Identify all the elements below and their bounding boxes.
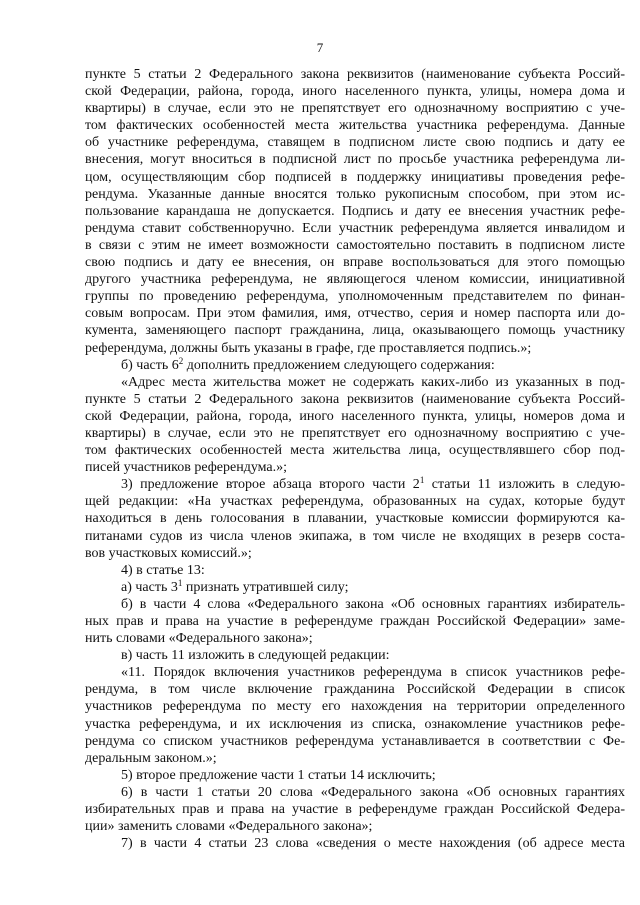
text-line-content: вов участковых комиссий.»; <box>85 545 252 561</box>
text-line <box>85 408 625 425</box>
text-line-content: «Адрес места жительства может не содержать каких-либо из указанных в под- <box>121 374 625 390</box>
text-line-content: писей участников референдума.»; <box>85 460 288 476</box>
text-line-content: б) в части 4 слова «Федерального закона «Об основных гарантиях избиратель- <box>121 596 625 612</box>
text-line <box>85 203 625 220</box>
text-line <box>85 459 625 476</box>
text-line-content: том фактических особенностей места жительства лица, осуществлявшего сбор под- <box>85 443 625 459</box>
text-line-content: дополнить предложением следующего содержания: <box>183 357 495 373</box>
text-line <box>85 169 625 186</box>
text-line <box>85 374 625 391</box>
text-line-content: другого участника референдума, не являющегося членом комиссии, инициативной <box>85 272 625 288</box>
text-line <box>85 271 625 288</box>
text-line <box>85 254 625 271</box>
text-line-content: находиться в день голосования в плавании, участковые комиссии формируются ка- <box>85 511 625 527</box>
text-line-content: референдума, должны быть указаны в графе, где проставляется подпись.»; <box>85 340 532 356</box>
text-line <box>85 83 625 100</box>
text-line <box>85 322 625 339</box>
text-line <box>85 818 625 835</box>
text-line <box>85 562 625 579</box>
text-line <box>85 801 625 818</box>
text-line-content: рендума, в том числе включение гражданина Российской Федерации в список <box>85 682 625 698</box>
text-line <box>85 305 625 322</box>
text-line-content: группы по проведению референдума, уполномоченным представителем по финан- <box>85 289 625 305</box>
text-line-content: а) часть 3 <box>121 579 178 595</box>
text-line-content: цом, осуществляющим сбор подписей в поддержку инициативы проведения рефе- <box>85 169 625 185</box>
text-line <box>85 750 625 767</box>
text-line-content: 4) в статье 13: <box>121 562 205 578</box>
text-line <box>85 340 625 357</box>
text-line <box>85 613 625 630</box>
text-line-content: ных прав и права на участие в референдуме граждан Российской Федерации» заме- <box>85 614 625 629</box>
text-line <box>85 681 625 698</box>
text-line <box>85 100 625 117</box>
text-line-content: в связи с этим не имеет возможности самостоятельно поставить в подписном листе <box>85 237 625 253</box>
text-line <box>85 716 625 733</box>
text-line <box>85 596 625 613</box>
document-body <box>85 66 625 852</box>
text-line <box>85 357 625 374</box>
text-line-content: пункте 5 статьи 2 Федерального закона реквизитов (наименование субъекта Россий- <box>85 391 625 407</box>
text-line <box>85 220 625 237</box>
text-line <box>85 835 625 852</box>
text-line-content: деральным законом.»; <box>85 750 217 766</box>
text-line <box>85 784 625 801</box>
text-line-content: участка референдума, и их исключения из списка, ознакомление участников рефе- <box>85 716 625 732</box>
text-line <box>85 186 625 203</box>
text-line-content: 5) второе предложение части 1 статьи 14 исключить; <box>121 767 436 783</box>
text-line-content: 7) в части 4 статьи 23 слова «сведения о месте нахождения (об адресе места <box>121 836 625 852</box>
text-line <box>85 630 625 647</box>
text-line <box>85 442 625 459</box>
text-line <box>85 510 625 527</box>
text-line <box>85 391 625 408</box>
text-line <box>85 664 625 681</box>
text-line <box>85 151 625 168</box>
text-line <box>85 647 625 664</box>
text-line-content: пункте 5 статьи 2 Федерального закона реквизитов (наименование субъекта Россий- <box>85 67 625 82</box>
text-line-content: квартиры) в случае, если это не препятствует его однозначному восприятию с уче- <box>85 101 625 117</box>
text-line-content: нить словами «Федерального закона»; <box>85 631 313 647</box>
text-line-content: 3) предложение второе абзаца второго части 2 <box>121 477 420 493</box>
text-line-content: об участнике референдума, ставящем в подписном листе свою подпись и дату ее <box>85 135 625 151</box>
text-line <box>85 288 625 305</box>
text-line <box>85 493 625 510</box>
text-line-content: участников референдума по месту его нахождения на территории определенного <box>85 699 625 715</box>
superscript: 1 <box>177 577 183 588</box>
text-line-content: 6) в части 1 статьи 20 слова «Федерального закона «Об основных гарантиях <box>121 784 625 800</box>
text-line <box>85 117 625 134</box>
text-line-content: признать утратившей силу; <box>182 579 349 595</box>
text-line-content: б) часть 6 <box>121 357 179 373</box>
text-line <box>85 425 625 442</box>
text-line-content: том фактических особенностей места жительства участника референдума. Данные <box>85 118 625 134</box>
text-line-content: ской Федерации, района, города, иного населенного пункта, улицы, номеров дома и <box>85 408 625 424</box>
text-line-content: рендума. Указанные данные вносятся только рукописным способом, при этом ис- <box>85 186 625 202</box>
text-line <box>85 579 625 596</box>
text-line-content: ской Федерации, района, города, иного населенного пункта, улицы, номера дома и <box>85 84 625 100</box>
superscript: 1 <box>419 475 425 486</box>
text-line-content: рендума со списком участников референдума устанавливается в соответствии с Фе- <box>85 733 625 749</box>
text-line <box>85 237 625 254</box>
text-line <box>85 476 625 493</box>
text-line-content: в) часть 11 изложить в следующей редакции: <box>121 648 390 664</box>
text-line-content: рендума ставит собственноручно. Если участник референдума является инвалидом и <box>85 220 625 236</box>
text-line <box>85 698 625 715</box>
text-line <box>85 66 625 83</box>
text-line-content: щей редакции: «На участках референдума, образованных на судах, которые будут <box>85 494 625 510</box>
text-line-content: статьи 11 изложить в следую- <box>424 477 625 493</box>
text-line-content: совым вопросам. При этом фамилия, имя, отчество, серия и номер паспорта или до- <box>85 306 625 322</box>
text-line-content: внесения, могут вноситься в подписной лист по просьбе участника референдума ли- <box>85 152 625 168</box>
page-number: 7 <box>316 40 324 55</box>
text-line <box>85 545 625 562</box>
text-line <box>85 528 625 545</box>
text-line-content: избирательных прав и права на участие в референдуме граждан Российской Федера- <box>85 802 625 818</box>
text-line-content: пользование карандаша не допускается. Подпись и дату ее внесения участник рефе- <box>85 203 625 219</box>
text-line <box>85 134 625 151</box>
superscript: 2 <box>178 355 184 366</box>
text-line <box>85 767 625 784</box>
text-line <box>85 733 625 750</box>
text-line-content: кумента, заменяющего паспорт гражданина, лица, оказывающего помощь участнику <box>85 323 625 339</box>
text-line-content: питанами судов из числа членов экипажа, в том числе не входящих в резерв соста- <box>85 528 625 544</box>
text-line-content: ции» заменить словами «Федерального закона»; <box>85 819 373 835</box>
text-line-content: квартиры) в случае, если это не препятствует его однозначному восприятию с уче- <box>85 425 625 441</box>
text-line-content: свою подпись и дату ее внесения, он вправе воспользоваться для этого помощью <box>85 255 625 271</box>
text-line-content: «11. Порядок включения участников референдума в список участников рефе- <box>121 665 625 681</box>
